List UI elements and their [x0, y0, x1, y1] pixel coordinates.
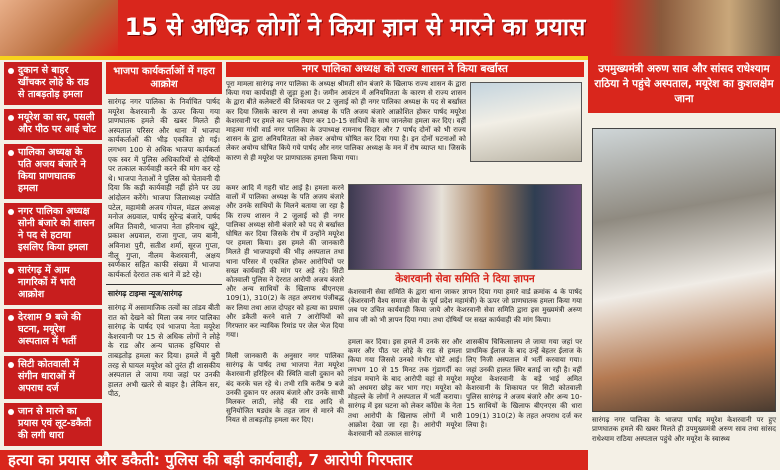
right-heading: उपमुख्यमंत्री अरुण साव और सांसद राधेश्याम राठिया ने पहुंचे अस्पताल, मयूरेश का कुशलक्षेम जाना — [588, 56, 780, 113]
caption-heading: केशरवानी सेवा समिति ने दिया ज्ञापन — [395, 273, 535, 285]
brief-item: देरशाम 9 बजे की घटना, मयूरेश अस्पताल में भर्ती — [4, 309, 102, 352]
municipal-office-photo — [470, 82, 582, 162]
hospital-visit-photo — [592, 128, 776, 412]
brief-item: सिटी कोतवाली में संगीन धाराओं में अपराध दर्ज — [4, 356, 102, 399]
column-body: सारंगढ़ नगर पालिका के निर्वाचित पार्षद मयूरेश केशरवानी के ऊपर किया गया प्राणघातक हमले की खबर मिलते ही अस्पताल परिसर और थाना में भाजपा कार्यकर्ताओं की भीड़ एकत्रित हो गई। लगभग 100 से अधिक भाजपा कार्यकर्ता एक स्वर में पुलिस अधिकारियों से दोषियों पर तत्काल कार्यवाही करने की मांग कर रहे थे। भाजपा नेताओं ने पुलिस को चेतावनी दी दिया कि कड़ी कार्यवाही नहीं होने पर उग्र आंदोलन करेंगे। भाजपा जिलाध्यक्ष ज्योति पटेल, महामंत्री अजय गोयल, मंडल अध्यक्ष मनोज अग्रवाल, पार्षद सुरेन्द्र बंजारे, पार्षद अमित तिवारी, भाजपा नेता हरिनाथ खूंटे, प्रकाश अग्रवाल, राजा गुप्ता, जय बानी, अविनाश पुरी, सतीश शर्मा, सूरज गुप्ता, नीलू गुप्ता, नीलम केशरवानी, अक्षय स्वर्णकार सहित काफी संख्या में भाजपा कार्यकर्ता देररात तक थाने में डटे रहे। — [108, 97, 220, 279]
photo-caption: सारंगढ़ नगर पालिका के भाजपा पार्षद मयूरेश केशरवानी पर हुए प्राणघातक हमले की खबर मिलते ही उपमुख्यमंत्री अरुण साव तथा सांसद राधेश्याम राठिया अस्पताल पहुंचे और मयूरेश के स्वास्थ्य — [592, 416, 776, 443]
brief-item: सारंगढ़ में आम नागरिकों में भारी आक्रोश — [4, 262, 102, 305]
article-para-2: कमर आदि में गहरी चोट आई है। हमला करने वालों में पालिका अध्यक्ष के पति अजय बंजारे और उनके साथियों के मिलने बताया जा रहा है कि राज्य शासन ने 2 जुलाई को ही नगर पालिका अध्यक्ष सोनी बंजारे को पद से बर्खास्त घोषित कर दिया जिसके रोष में उन्होंने मयूरेश पर हमला किया। इस हमले की जानकारी मिलते ही भाजपाइयों की भीड़ अस्पताल तथा थाना परिसर में एकत्रित होकर आरोपियों पर सख्त कार्यवाही की मांग पर अड़े रहे। सिटी कोतवाली पुलिस ने देररात आरोपी अजय बंजारे और अन्य साथियों के खिलाफ बीएनएस 109(1), 310(2) के तहत अपराध पंजीबद्ध कर लिया तथा आज दोपहर को हत्या का प्रयास और डकैती करने वाले 7 आरोपियों को गिरफ्तार कर न्यायिक रिमांड पर जेल भेज दिया गया। — [226, 184, 344, 340]
article-para-5: हमला कर दिया। इस हमले में उनके सर और कमर और पीठ पर लोहे के राड से हमला किया गया जिससे उनको गंभीर चोटें आई। लगभग 10 से 15 मिनट तक गुंडागर्दी का तांडव मचाने के बाद आरोपी वहां से मयूरेश को अधमरा छोड़ कर भाग गए। मयूरेश को मोहल्ले के लोगों ने अस्पताल में भर्ती कराया। सारंगढ़ में इस घटना को लेकर कॉंग्रेस के नेता तथा आरोपी के खिलाफ लोगों में भारी आक्रोश देखा जा रहा है। आरोपी मयूरेश केशरवानी को तत्काल सारंगढ़ — [348, 338, 462, 439]
center-article — [226, 62, 584, 447]
bottom-headline: हत्या का प्रयास और डकैती: पुलिस की बड़ी कार्यवाही, 7 आरोपी गिरफ्तार — [0, 450, 588, 470]
bjp-reaction-column — [106, 62, 222, 447]
memorandum-photo — [348, 184, 582, 270]
column-heading: भाजपा कार्यकर्ताओं में गहरा आक्रोश — [106, 62, 222, 94]
banner-headline: 15 से अधिक लोगों ने किया ज्ञान से मारने का प्रयास — [124, 13, 586, 41]
brief-item: मयूरेश का सर, पसली और पीठ पर आई चोट — [4, 109, 102, 140]
brief-item: पालिका अध्यक्ष के पति अजय बंजारे ने किया प्राणघातक हमला — [4, 144, 102, 199]
brief-item: दुकान से बाहर खींचकर लोहे के राड से ताबड़तोड़ हमला — [4, 62, 102, 105]
article-para-3: मिली जानकारी के अनुसार नगर पालिका सारंगढ़ के पार्षद तथा भाजपा नेता मयूरेश केशरवानी हरिहिरन की स्थिति वाली दुकान को बंद करके चल रहे थे। तभी रात्रि करीब 9 बजे उनकी दुकान पर अजय बंजारे और उनके साथी मिलकर लाठी, लोहे की राड आदि से सुनियोजित षड्यंत्र के तहत जान से मारने की नियत से ताबड़तोड़ हमला कर दिए। — [226, 352, 344, 425]
article-para-4: केशरवानी सेवा समिति के द्वारा थाना जाकर ज्ञापन दिया गया हमारे वार्ड क्रमांक 4 के पार्षद (केशरवानी वैश्य समाज सेवा के पूर्व प्रदेश महामंत्री) के ऊपर जो प्राणघातक हमला किया गया जब पर उचित कार्यवाही किया जाये और केशरवानी सेवा समिति द्वारा इस मुख्यमंत्री अरुण साव जी को भी ज्ञापन दिया गया। तथा दोषियों पर सख्त कार्यवाही की मांग किया। — [348, 288, 582, 324]
top-banner — [0, 0, 780, 56]
left-briefs-column — [4, 62, 102, 447]
banner-photo-right — [610, 0, 780, 56]
column-body-2: सारंगढ़ में असामाजिक तत्वों का तांडव बीती रात को देखने को मिला जब नगर पालिका सारंगढ़ के पार्षद एवं भाजपा नेता मयूरेश केशरवानी पर 15 से अधिक लोगों ने लोहे के राड और अन्य घातक हथियार से ताबड़तोड़ हमला कर दिया। हमले में बुरी तरह से घायल मयूरेश को तुरंत ही शासकीय अस्पताल ले जाया गया जहां पर उनकी हालत अभी खतरे से बाहर है। लेकिन सर, पीठ, — [108, 303, 220, 399]
brief-item: नगर पालिका अध्यक्ष सोनी बंजारे को शासन ने पद से हटाया इसलिए किया हमला — [4, 203, 102, 258]
article-para-1: पूरा मामला सारंगढ़ नगर पालिका के अध्यक्ष श्रीमती सोन बंजारे के खिलाफ राज्य शासन के द्वारा किया गया कार्यवाही से जुड़ा हुआ है। जमीन आवंटन में अनियमितता के कारण से राज्य शासन के द्वारा बीते कलेक्टरों की शिकायत पर 2 जुलाई को ही नगर पालिका अध्यक्ष के पद से बर्खास्त कर दिया जिसके कारण से नया अध्यक्ष के पति अजय बंजारे आक्रोशित होकर पार्षद मयूरेश केशरवानी पर हमले का प्लान तैयार कर 10-15 साथियों के साथ जानलेवा हमला कर दिए। वहीं माहत्मा गांधी वार्ड नगर पालिका के उपाध्यक्ष रामनाथ सिदार और 7 पार्षद दोनों को भी राज्य शासन के द्वारा अनियमितता को लेकर अयोग्य घोषित कर दिया गया है। इन दोनों घटनाओं को लेकर अयोग्य घोषित किये गये पार्षद और नगर पालिका अध्यक्ष के मन में रोष व्याप्त था। जिसके कारण से ही मयूरेश पर प्राणघातक हमला किया गया। — [226, 80, 466, 162]
brief-item: जान से मारने का प्रयास एवं लूट-डकैती की लगी धारा — [4, 403, 102, 446]
article-para-6: शासकीय चिकित्सालय ले जाया गया जहां पर प्राथमिक ईलाज के बाद उन्हें बेहतर ईलाज के लिए निजी अस्पताल में भर्ती करवाया गया। जहां उनकी हालत स्थिर बताई जा रही है। वहीं मयूरेश केशरवानी के बड़े भाई अमित केशरवानी के शिकायत पर सिटी कोतवाली पुलिस सारंगढ़ ने अजय बंजारे और अन्य 10-15 साथियों के खिलाफ बीएनएस की धारा 109(1) 310(2) के तहत अपराध दर्ज कर लिया है। — [466, 338, 582, 429]
right-article — [588, 56, 780, 470]
dateline: सारंगढ़ टाइम्स न्यूज/सारंगढ़ — [106, 284, 222, 300]
article-heading: नगर पालिका अध्यक्ष को राज्य शासन ने किया बर्खास्त — [226, 62, 584, 77]
